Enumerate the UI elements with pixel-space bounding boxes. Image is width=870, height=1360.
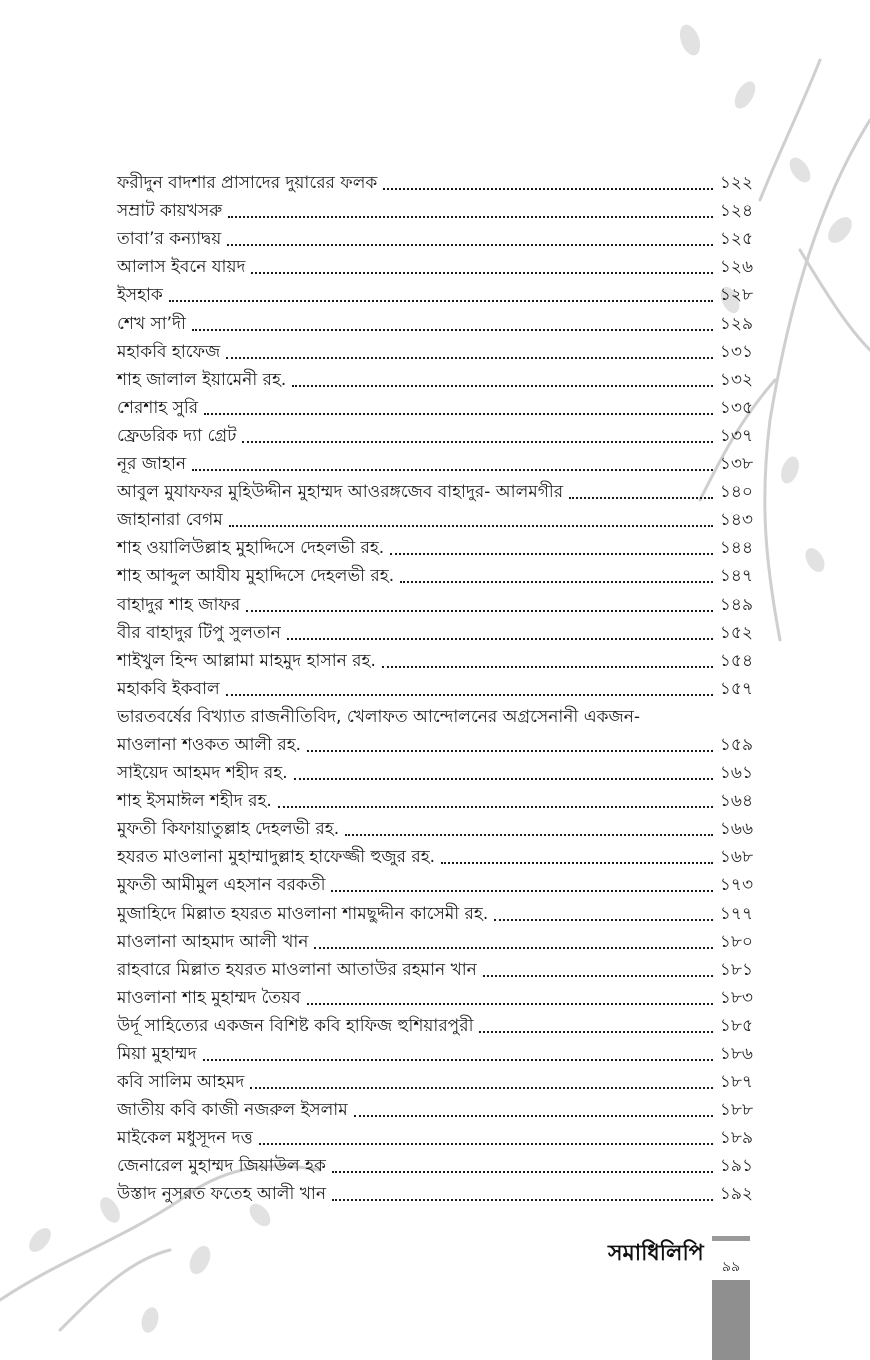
dot-leader [307, 1003, 713, 1005]
toc-entry-title: বাহাদুর শাহ জাফর [117, 594, 241, 615]
toc-entry-title: শাহ ওয়ালিউল্লাহ মুহাদ্দিসে দেহলভী রহ. [117, 538, 385, 559]
toc-entry [117, 868, 753, 896]
toc-entry-title: রাহবারে মিল্লাত হযরত মাওলানা আতাউর রহমান খান [117, 959, 477, 980]
toc-entry-page: ১৩১ [719, 341, 753, 362]
toc-entry-title: শাইখুল হিন্দ আল্লামা মাহমুদ হাসান রহ. [117, 650, 376, 671]
dot-leader [192, 329, 713, 331]
dot-leader [345, 834, 713, 836]
toc-entry-title: মাওলানা শওকত আলী রহ. [117, 734, 302, 755]
toc-entry-title: ফ্রেডরিক দ্যা গ্রেট [117, 425, 237, 446]
toc-entry-title: শেরশাহ সুরি [117, 397, 199, 418]
toc-entry-page: ১৫৯ [719, 734, 753, 755]
toc-entry-title: উস্তাদ নুসরত ফতেহ আলী খান [117, 1184, 326, 1205]
toc-entry-title: শাহ ইসমাঈল শহীদ রহ. [117, 791, 272, 812]
dot-leader [483, 975, 713, 977]
toc-entry-page: ১৮৫ [719, 1015, 753, 1036]
toc-entry [117, 1093, 753, 1121]
toc-entry [117, 1149, 753, 1177]
toc-entry [117, 1065, 753, 1093]
toc-entry [117, 812, 753, 840]
toc-entry-title: জাহানারা বেগম [117, 510, 223, 531]
toc-entry-title: জাতীয় কবি কাজী নজরুল ইসলাম [117, 1100, 348, 1121]
toc-entry [117, 840, 753, 868]
toc-entry [117, 672, 753, 700]
toc-entry-page: ১২৪ [719, 201, 753, 222]
toc-entry-title: সম্রাট কায়খসরু [117, 201, 223, 222]
toc-entry-page: ১৯২ [719, 1184, 753, 1205]
toc-entry-page: ১২৫ [719, 229, 753, 250]
toc-entry [117, 475, 753, 503]
toc-entry [117, 728, 753, 756]
toc-entry [117, 419, 753, 447]
toc-entry-title: তাবা’র কন্যাদ্বয় [117, 229, 222, 250]
toc-entry-title: মাওলানা শাহ মুহাম্মদ তৈয়ব [117, 987, 301, 1008]
toc-entry-title: শাহ জালাল ইয়ামেনী রহ. [117, 369, 287, 390]
toc-entry-title: মহাকবি ইকবাল [117, 678, 220, 699]
dot-leader [390, 553, 713, 555]
dot-leader [251, 272, 713, 274]
toc-entry [117, 335, 753, 363]
toc-entry-page: ১৫৭ [719, 678, 753, 699]
toc-entry [117, 222, 753, 250]
dot-leader [331, 890, 713, 892]
toc-entry-title: আলাস ইবনে যায়দ [117, 257, 246, 278]
toc-entry-title: শাহ আব্দুল আযীয মুহাদ্দিসে দেহলভী রহ. [117, 566, 395, 587]
toc-entry-page: ১৪৭ [719, 566, 753, 587]
toc-entry-page: ১২৬ [719, 257, 753, 278]
dot-leader [204, 413, 713, 415]
toc-entry [117, 306, 753, 334]
page-number: ৯৯ [721, 1259, 741, 1275]
toc-entry-page: ১৪৩ [719, 510, 753, 531]
footer-rule [712, 1236, 750, 1241]
dot-leader [259, 1143, 713, 1145]
toc-entry-title: জেনারেল মুহাম্মদ জিয়াউল হক [117, 1156, 326, 1177]
toc-entry-title: মুফতী আমীমুল এহসান বরকতী [117, 875, 326, 896]
dot-leader [169, 300, 713, 302]
toc-entry-page: ১২৯ [719, 313, 753, 334]
toc-entry [117, 756, 753, 784]
toc-entry-title: মিয়া মুহাম্মদ [117, 1044, 197, 1064]
dot-leader [332, 1171, 713, 1173]
toc-entry-page: ১২৮ [719, 285, 753, 306]
toc-entry [117, 503, 753, 531]
toc-entry-title: শেখ সা’দী [117, 313, 186, 334]
toc-entry-page: ১৭৩ [719, 875, 753, 896]
toc-entry [117, 981, 753, 1009]
dot-leader [246, 610, 713, 612]
dot-leader [494, 919, 713, 921]
toc-entry-title: মহাকবি হাফেজ [117, 341, 221, 362]
toc-entry [117, 559, 753, 587]
dot-leader [441, 862, 713, 864]
toc-entry [117, 1037, 753, 1065]
toc-entry [117, 587, 753, 615]
toc-entry-page: ১৪৯ [719, 594, 753, 615]
toc-entry-page: ১৮১ [719, 959, 753, 980]
toc-entry [117, 531, 753, 559]
toc-entry-title: ইসহাক [117, 285, 163, 306]
dot-leader [192, 469, 713, 471]
toc-entry-page: ১৮৩ [719, 987, 753, 1008]
toc-entry-page: ১৮৯ [719, 1128, 753, 1149]
toc-entry [117, 166, 753, 194]
dot-leader [354, 1115, 713, 1117]
dot-leader [479, 1031, 713, 1033]
toc-entry-page: ১৩৭ [719, 425, 753, 446]
dot-leader [242, 441, 713, 443]
book-title: সমাধিলিপি [608, 1240, 704, 1266]
toc-entry [117, 1177, 753, 1205]
toc-entry-page: ১৪০ [719, 482, 753, 503]
toc-entry [117, 278, 753, 306]
toc-entry-page: ১৩৮ [719, 454, 753, 475]
dot-leader [226, 694, 713, 696]
dot-leader [226, 357, 713, 359]
toc-entry [117, 391, 753, 419]
toc-entry-page: ১৯১ [719, 1156, 753, 1177]
toc-entry-page: ১৮৮ [719, 1100, 753, 1121]
dot-leader [400, 581, 713, 583]
toc-entry-page: ১৬৬ [719, 819, 753, 840]
toc-entry-page: ১৮৬ [719, 1044, 753, 1064]
toc-entry [117, 447, 753, 475]
toc-entry-title: আবুল মুযাফফর মুহিউদ্দীন মুহাম্মদ আওরঙ্গজেব বাহাদুর- আলমগীর [117, 482, 564, 503]
toc-entry-page: ১৬৪ [719, 791, 753, 812]
footer-accent-bar [712, 1280, 750, 1360]
toc-entry-page: ১৮০ [719, 931, 753, 952]
dot-leader [278, 806, 713, 808]
dot-leader [287, 638, 713, 640]
toc-entry [117, 644, 753, 672]
toc-entry-title: হযরত মাওলানা মুহাম্মাদুল্লাহ হাফেজ্জী হুজুর রহ. [117, 847, 436, 868]
toc-entry [117, 925, 753, 953]
toc-entry-page: ১৩৫ [719, 397, 753, 418]
dot-leader [307, 750, 713, 752]
toc-entry [117, 1121, 753, 1149]
toc-entry-title: মাইকেল মধুসূদন দত্ত [117, 1128, 253, 1149]
table-of-contents [117, 166, 753, 1205]
toc-entry-title: কবি সালিম আহমদ [117, 1072, 245, 1093]
toc-entry [117, 896, 753, 924]
toc-entry-title: নূর জাহান [117, 454, 187, 475]
toc-entry-title: উর্দূ সাহিত্যের একজন বিশিষ্ট কবি হাফিজ হুশিয়ারপুরী [117, 1015, 474, 1036]
toc-entry-page: ১৩২ [719, 369, 753, 390]
toc-entry-title: ভারতবর্ষের বিখ্যাত রাজনীতিবিদ, খেলাফত আন্দোলনের অগ্রসেনানী একজন- [117, 706, 641, 727]
toc-entry-page: ১৮৭ [719, 1072, 753, 1093]
dot-leader [228, 216, 713, 218]
toc-entry [117, 250, 753, 278]
toc-entry-title: মুফতী কিফায়াতুল্লাহ দেহলভী রহ. [117, 819, 340, 840]
toc-entry-page: ১২২ [719, 173, 753, 194]
dot-leader [250, 1087, 713, 1089]
toc-entry-page: ১৭৭ [719, 903, 753, 924]
toc-entry [117, 953, 753, 981]
toc-entry-title: মুজাহিদে মিল্লাত হযরত মাওলানা শামছুদ্দীন কাসেমী রহ. [117, 903, 489, 924]
toc-entry-page: ১৫৪ [719, 650, 753, 671]
toc-entry-page: ১৪৪ [719, 538, 753, 559]
dot-leader [569, 497, 713, 499]
toc-entry-title: সাইয়েদ আহমদ শহীদ রহ. [117, 763, 288, 784]
dot-leader [203, 1059, 713, 1061]
toc-entry-title: বীর বাহাদুর টিপু সুলতান [117, 622, 281, 643]
toc-entry [117, 1009, 753, 1037]
toc-entry-title: ফরীদুন বাদশার প্রাসাদের দুয়ারের ফলক [117, 173, 378, 194]
toc-entry [117, 784, 753, 812]
dot-leader [332, 1199, 713, 1201]
dot-leader [314, 947, 713, 949]
dot-leader [383, 188, 713, 190]
toc-entry [117, 616, 753, 644]
dot-leader [382, 666, 713, 668]
toc-entry-page: ১৬১ [719, 763, 753, 784]
toc-entry [117, 194, 753, 222]
dot-leader [229, 525, 713, 527]
dot-leader [294, 778, 713, 780]
toc-entry [117, 700, 753, 728]
toc-entry [117, 363, 753, 391]
dot-leader [292, 385, 713, 387]
toc-entry-title: মাওলানা আহমাদ আলী খান [117, 931, 309, 952]
toc-entry-page: ১৫২ [719, 622, 753, 643]
toc-entry-page: ১৬৮ [719, 847, 753, 868]
dot-leader [227, 244, 713, 246]
